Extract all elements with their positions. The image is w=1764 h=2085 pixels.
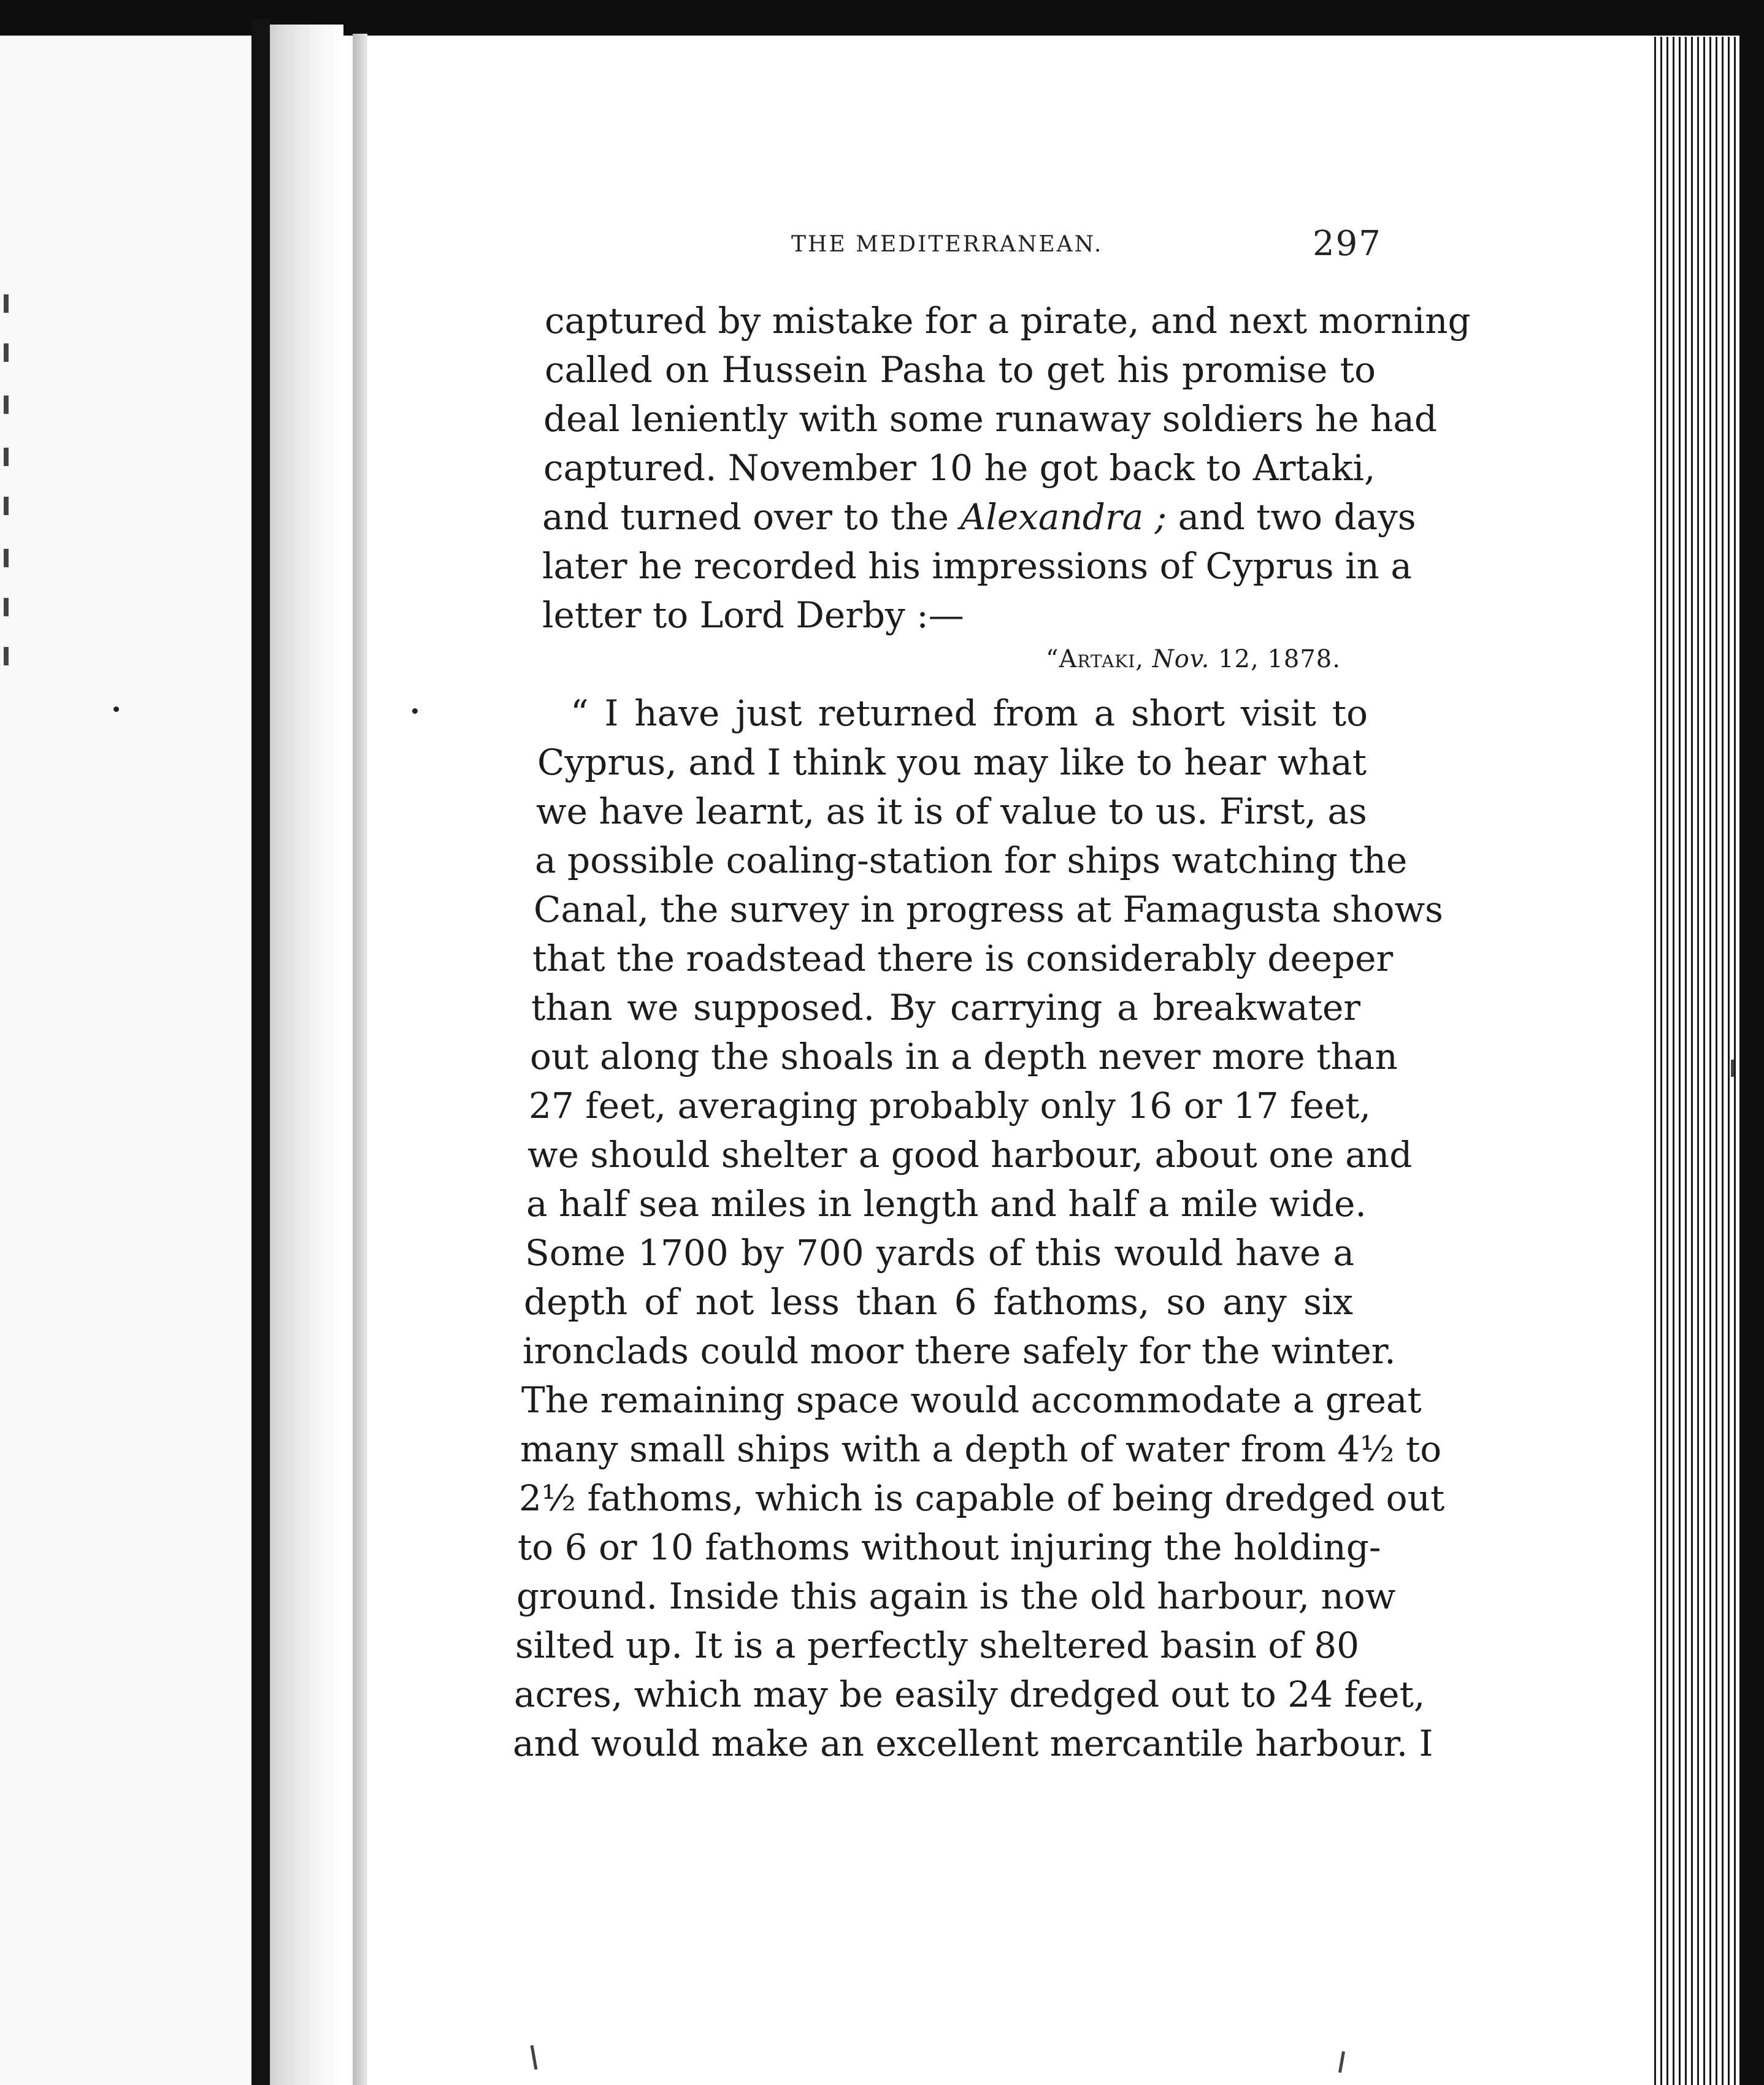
text-line: to 6 or 10 fathoms without injuring the holding- bbox=[518, 1526, 1381, 1568]
letter-dateline: “Artaki, Nov. 12, 1878. bbox=[1046, 645, 1341, 673]
text-line: The remaining space would accommodate a great bbox=[521, 1379, 1422, 1421]
text-line: 2½ fathoms, which is capable of being dredged out bbox=[519, 1477, 1445, 1519]
text-line: letter to Lord Derby :— bbox=[542, 594, 964, 636]
text-line: that the roadstead there is considerably deeper bbox=[532, 938, 1394, 979]
text-line: later he recorded his impressions of Cyprus in a bbox=[542, 545, 1412, 587]
text-line: called on Hussein Pasha to get his promise to bbox=[545, 349, 1376, 391]
page-number: 297 bbox=[1313, 224, 1382, 264]
text-line: we should shelter a good harbour, about one and bbox=[527, 1134, 1413, 1176]
text-line: out along the shoals in a depth never more than bbox=[530, 1036, 1398, 1077]
text-line: than we supposed. By carrying a breakwater bbox=[531, 987, 1360, 1028]
text-line: captured. November 10 he got back to Artaki, bbox=[543, 447, 1376, 489]
text-line: we have learnt, as it is of value to us. First, as bbox=[536, 790, 1367, 832]
text-line: deal leniently with some runaway soldiers he had bbox=[543, 398, 1438, 440]
text-line: acres, which may be easily dredged out to 24 feet, bbox=[514, 1674, 1425, 1715]
text-line: a possible coaling-station for ships watching the bbox=[535, 840, 1408, 881]
text-line: 27 feet, averaging probably only 16 or 17 feet, bbox=[529, 1085, 1371, 1127]
text-line: “ I have just returned from a short visit to bbox=[570, 692, 1368, 734]
text-line: and would make an excellent mercantile harbour. I bbox=[513, 1723, 1433, 1764]
text-line: many small ships with a depth of water from 4½ to bbox=[520, 1428, 1442, 1470]
text-line: silted up. It is a perfectly sheltered basin of 80 bbox=[515, 1624, 1360, 1666]
text-line: a half sea miles in length and half a mile wide. bbox=[526, 1183, 1367, 1225]
text-line: Canal, the survey in progress at Famagusta shows bbox=[534, 889, 1443, 930]
ship-name: Alexandra ; bbox=[960, 496, 1167, 538]
text-line: depth of not less than 6 fathoms, so any six bbox=[524, 1281, 1353, 1323]
text-line: and turned over to the Alexandra ; and two days bbox=[542, 496, 1416, 538]
text-line: ground. Inside this again is the old harbour, now bbox=[516, 1575, 1396, 1617]
text-line: Some 1700 by 700 yards of this would have a bbox=[525, 1232, 1354, 1274]
running-head: THE MEDITERRANEAN. bbox=[791, 232, 1103, 257]
text-line: ironclads could moor there safely for the winter. bbox=[523, 1330, 1396, 1372]
text-line: Cyprus, and I think you may like to hear what bbox=[537, 741, 1367, 783]
text-line: captured by mistake for a pirate, and next morning bbox=[545, 300, 1471, 342]
